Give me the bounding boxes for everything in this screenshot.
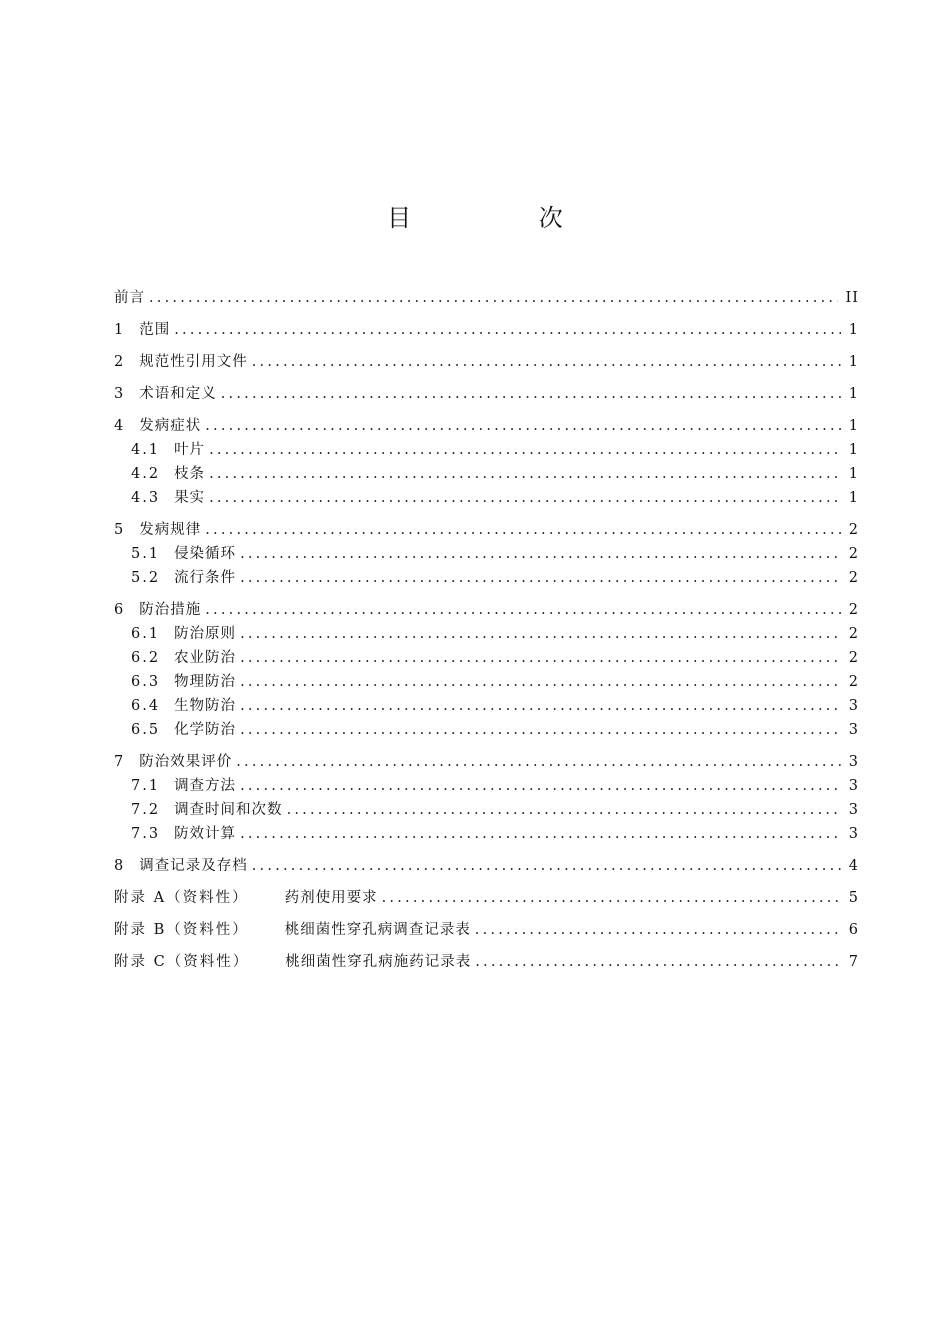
toc-entry-label: 药剂使用要求: [284, 890, 378, 906]
toc-entry-page: 1: [848, 386, 859, 402]
toc-entry-page: 2: [848, 546, 859, 562]
toc-entry-page: 6: [848, 922, 859, 938]
toc-entry-label: 枝条: [174, 466, 206, 482]
toc-leader-dots: [205, 414, 841, 438]
toc-entry[interactable]: [114, 318, 859, 342]
toc-entry[interactable]: [114, 382, 859, 406]
toc-entry[interactable]: [114, 438, 859, 462]
toc-entry[interactable]: [114, 670, 859, 694]
toc-entry-label: 调查记录及存档: [139, 858, 248, 874]
toc-leader-dots: [174, 318, 841, 342]
toc-entry-number: 5: [114, 522, 126, 538]
toc-entry-page: 3: [848, 722, 859, 738]
toc-entry-label: 规范性引用文件: [139, 354, 248, 370]
toc-entry-label: 发病规律: [139, 522, 202, 538]
toc-entry-number: 6.5: [131, 722, 161, 738]
toc-leader-dots: [475, 918, 841, 942]
toc-leader-dots: [252, 350, 841, 374]
toc-leader-dots: [221, 382, 841, 406]
toc-entry-page: 2: [848, 674, 859, 690]
toc-entry[interactable]: [114, 286, 859, 310]
toc-entry-number: 6.2: [131, 650, 161, 666]
toc-leader-dots: [240, 566, 841, 590]
toc-entry[interactable]: [114, 886, 859, 910]
toc-leader-dots: [205, 518, 841, 542]
toc-entry-page: 1: [848, 490, 859, 506]
toc-entry-label: 前言: [114, 290, 145, 306]
toc-entry-label: 防治效果评价: [139, 754, 233, 770]
toc-entry-label: 发病症状: [139, 418, 202, 434]
toc-entry-number: 2: [114, 354, 126, 370]
toc-entry-number: 6: [114, 602, 126, 618]
toc-entry-page: 2: [848, 650, 859, 666]
toc-entry[interactable]: [114, 774, 859, 798]
toc-entry-number: 7.3: [131, 826, 161, 842]
toc-leader-dots: [240, 542, 841, 566]
toc-entry-label: 调查方法: [174, 778, 237, 794]
toc-entry-page: 2: [848, 602, 859, 618]
toc-entry-number: 4.2: [131, 466, 161, 482]
toc-entry-number: 6.3: [131, 674, 161, 690]
toc-entry-page: II: [845, 290, 859, 306]
toc-entry-label: 生物防治: [174, 698, 237, 714]
toc-entry-page: 1: [848, 354, 859, 370]
toc-leader-dots: [382, 886, 841, 910]
toc-entry-label: 防治措施: [139, 602, 202, 618]
toc-entry-number: 7.2: [131, 802, 161, 818]
toc-entry-label: 范围: [139, 322, 171, 338]
toc-leader-dots: [475, 950, 841, 974]
toc-entry-number: 4.3: [131, 490, 161, 506]
toc-entry-label: 防治原则: [174, 626, 237, 642]
toc-leader-dots: [149, 286, 838, 310]
toc-entry-label: 桃细菌性穿孔病施药记录表: [285, 954, 472, 970]
toc-entry-label: 农业防治: [174, 650, 237, 666]
toc-leader-dots: [240, 646, 841, 670]
toc-entry-label: 术语和定义: [139, 386, 217, 402]
toc-entry[interactable]: [114, 518, 859, 542]
toc-entry-label: 化学防治: [174, 722, 237, 738]
toc-leader-dots: [240, 670, 841, 694]
toc-entry-page: 2: [848, 626, 859, 642]
toc-entry[interactable]: [114, 750, 859, 774]
toc-entry-page: 5: [848, 890, 859, 906]
toc-entry-number: 5.1: [131, 546, 161, 562]
toc-entry-label: 叶片: [174, 442, 206, 458]
toc-entry[interactable]: [114, 694, 859, 718]
toc-entry-label: 调查时间和次数: [174, 802, 283, 818]
toc-entry-number: 附录 B（资料性）: [114, 922, 249, 938]
toc-entry[interactable]: [114, 350, 859, 374]
toc-leader-dots: [240, 694, 841, 718]
toc-leader-dots: [252, 854, 841, 878]
toc-entry-number: 1: [114, 322, 126, 338]
toc-entry-page: 2: [848, 570, 859, 586]
toc-entry-label: 桃细菌性穿孔病调查记录表: [284, 922, 471, 938]
toc-entry[interactable]: [114, 462, 859, 486]
toc-entry-page: 3: [848, 802, 859, 818]
toc-leader-dots: [240, 774, 841, 798]
toc-entry-number: 6.4: [131, 698, 161, 714]
toc-entry-number: 7: [114, 754, 126, 770]
toc-entry-number: 3: [114, 386, 126, 402]
toc-entry-label: 物理防治: [174, 674, 237, 690]
table-of-contents: [114, 286, 859, 974]
toc-entry[interactable]: [114, 854, 859, 878]
toc-entry[interactable]: [114, 646, 859, 670]
toc-leader-dots: [240, 622, 841, 646]
toc-entry-page: 3: [848, 826, 859, 842]
toc-leader-dots: [236, 750, 841, 774]
toc-entry-page: 1: [848, 466, 859, 482]
toc-entry[interactable]: [114, 598, 859, 622]
toc-entry-page: 1: [848, 418, 859, 434]
toc-entry[interactable]: [114, 566, 859, 590]
toc-leader-dots: [209, 438, 841, 462]
toc-leader-dots: [287, 798, 841, 822]
toc-entry-number: 附录 A（资料性）: [114, 890, 249, 906]
toc-leader-dots: [209, 462, 841, 486]
toc-leader-dots: [209, 486, 841, 510]
toc-entry[interactable]: [114, 542, 859, 566]
toc-entry-page: 4: [848, 858, 859, 874]
toc-entry-page: 3: [848, 778, 859, 794]
toc-entry[interactable]: [114, 798, 859, 822]
toc-entry-number: 7.1: [131, 778, 161, 794]
toc-entry[interactable]: [114, 822, 859, 846]
toc-entry-number: 5.2: [131, 570, 161, 586]
toc-entry-page: 1: [848, 442, 859, 458]
toc-leader-dots: [240, 718, 841, 742]
toc-entry-page: 3: [848, 698, 859, 714]
toc-entry-page: 2: [848, 522, 859, 538]
toc-entry-number: 8: [114, 858, 126, 874]
toc-leader-dots: [205, 598, 841, 622]
toc-entry-page: 7: [848, 954, 859, 970]
toc-entry[interactable]: [114, 718, 859, 742]
toc-entry[interactable]: [114, 918, 859, 942]
toc-leader-dots: [240, 822, 841, 846]
toc-entry-page: 1: [848, 322, 859, 338]
page-title: 目 次: [387, 204, 623, 232]
toc-entry-label: 流行条件: [174, 570, 237, 586]
toc-entry-page: 3: [848, 754, 859, 770]
toc-entry-label: 防效计算: [174, 826, 237, 842]
toc-entry-label: 果实: [174, 490, 206, 506]
toc-entry-number: 4: [114, 418, 126, 434]
toc-entry[interactable]: [114, 950, 859, 974]
toc-entry-number: 6.1: [131, 626, 161, 642]
toc-entry-number: 附录 C（资料性）: [114, 954, 250, 970]
toc-entry[interactable]: [114, 486, 859, 510]
toc-entry[interactable]: [114, 414, 859, 438]
toc-entry-number: 4.1: [131, 442, 161, 458]
toc-entry-label: 侵染循环: [174, 546, 237, 562]
toc-entry[interactable]: [114, 622, 859, 646]
